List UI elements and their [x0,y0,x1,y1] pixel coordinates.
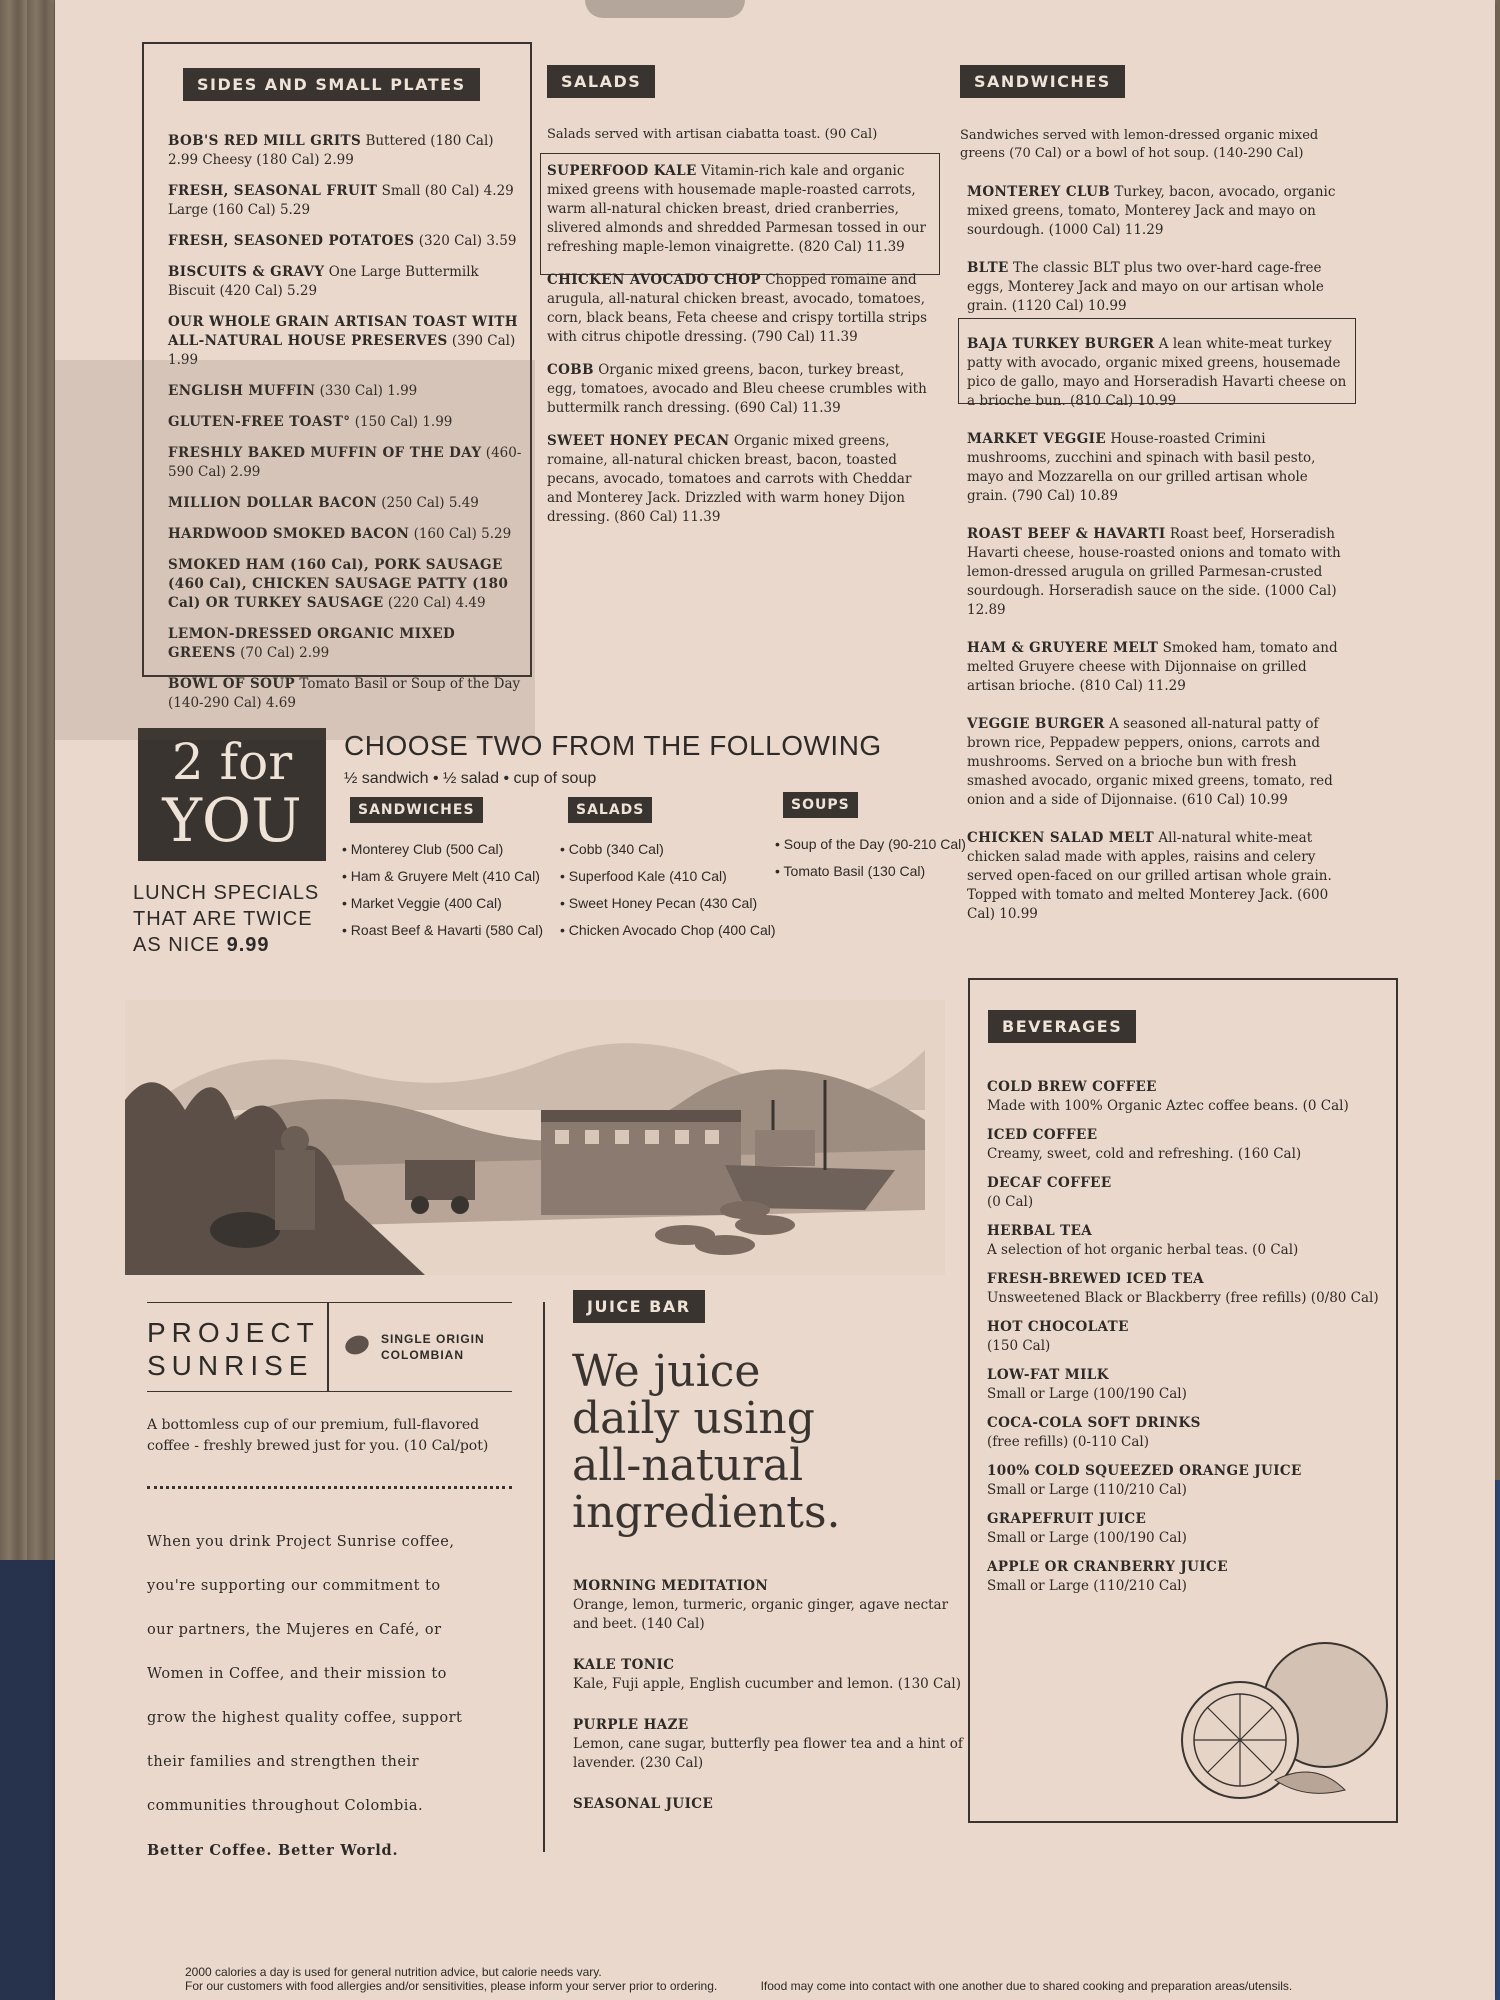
menu-item [967,259,1352,316]
menu-item [967,430,1352,506]
menu-item [573,1716,963,1773]
origin-line-2: COLOMBIAN [381,1348,464,1362]
combo-soups-col [783,792,966,890]
sides-list [168,132,523,725]
menu-item [573,1577,963,1634]
menu-item [168,182,523,220]
menu-item-name: ROAST BEEF & HAVARTI [967,526,1166,542]
project-sunrise-story [147,1520,517,1828]
sandwiches-header [960,65,1125,98]
combo-option: • Market Veggie (400 Cal) [342,895,543,911]
menu-item [168,444,523,482]
menu-item-detail: (150 Cal) [987,1338,1051,1354]
menu-item-detail: Small or Large (100/190 Cal) [987,1386,1187,1402]
salads-intro: Salads served with artisan ciabatta toast. (90 Cal) [547,127,878,142]
project-sunrise-desc: A bottomless cup of our premium, full-flavored coffee - freshly brewed just for you. (10 Cal/pot) [147,1417,489,1454]
menu-item-detail: Small or Large (110/210 Cal) [987,1578,1187,1594]
menu-item-name: SEASONAL JUICE [573,1796,714,1812]
menu-item [987,1510,1387,1548]
juice-headline-1: We juice [572,1346,761,1397]
combo-option: • Superfood Kale (410 Cal) [560,868,776,884]
menu-item-detail: Lemon, cane sugar, butterfly pea flower tea and a hint of lavender. (230 Cal) [573,1736,963,1771]
menu-sheet [55,0,1495,2000]
menu-item-detail: Smoked ham, tomato and melted Gruyere cheese with Dijonnaise on grilled artisan brioche. (810 Cal) 11.29 [967,640,1338,694]
menu-item-name: BOB'S RED MILL GRITS [168,133,362,149]
menu-item [168,625,523,663]
combo-option: • Soup of the Day (90-210 Cal) [775,836,966,852]
menu-item-name: PURPLE HAZE [573,1717,689,1733]
beverages-header [988,1010,1136,1043]
menu-item-detail: Kale, Fuji apple, English cucumber and lemon. (130 Cal) [573,1676,962,1692]
project-sunrise-logo [147,1302,512,1392]
menu-item [168,132,523,170]
menu-item-detail: (70 Cal) 2.99 [240,645,330,661]
menu-item [987,1174,1387,1212]
menu-item-name: MILLION DOLLAR BACON [168,495,377,511]
juice-bar-header [573,1290,705,1323]
juice-headline-3: all-natural [572,1440,804,1491]
juice-headline-2: daily using [572,1393,815,1444]
menu-item-detail: A seasoned all-natural patty of brown rice, Peppadew peppers, onions, carrots and mushrooms. Served on a brioche bun with fresh smashed avocado, organic mixed greens, tomato, red onion and a side of Dijonnaise. (610 Cal) 10.99 [967,716,1333,808]
combo-salads-list [560,841,776,938]
menu-item [987,1558,1387,1596]
menu-item-detail: Chopped romaine and arugula, all-natural chicken breast, avocado, tomatoes, corn, black beans, Feta cheese and crispy tortilla strips with citrus chipotle dressing. (790 Cal) 11.39 [547,272,928,345]
menu-item-name: ICED COFFEE [987,1127,1098,1143]
origin-line-1: SINGLE ORIGIN [381,1332,485,1346]
story-line: you're supporting our commitment to [147,1578,441,1594]
menu-item-name: ENGLISH MUFFIN [168,383,316,399]
menu-item-detail: Roast beef, Horseradish Havarti cheese, house-roasted onions and tomato with lemon-dressed arugula on grilled Parmesan-crusted sourdough. Horseradish sauce on the side. (1000 Cal) 12.89 [967,526,1341,618]
menu-item-name: HERBAL TEA [987,1223,1093,1239]
menu-item-detail: (390 Cal) 1.99 [168,333,516,368]
menu-item-name: SUPERFOOD KALE [547,163,697,179]
menu-item-detail: Buttered (180 Cal) 2.99 Cheesy (180 Cal) 2.99 [168,133,494,168]
sides-title: SIDES AND SMALL PLATES [183,68,480,101]
footer-line-3: Ifood may come into contact with one another due to shared cooking and preparation areas/utensils. [760,1979,1293,1993]
combo-soups-list [775,836,966,879]
menu-item [573,1795,963,1814]
menu-item [573,1656,963,1694]
menu-item-detail: (160 Cal) 5.29 [413,526,512,542]
menu-item-detail: Unsweetened Black or Blackberry (free refills) (0/80 Cal) [987,1290,1379,1306]
combo-sandwiches-col [350,797,543,949]
menu-item [168,382,523,401]
project-sunrise-closing: Better Coffee. Better World. [147,1842,399,1859]
menu-item-name: CHICKEN AVOCADO CHOP [547,272,761,288]
menu-item-detail: House-roasted Crimini mushrooms, zucchini and spinach with basil pesto, mayo and Mozzarella on our grilled artisan whole grain. (790 Cal) 10.89 [967,431,1316,504]
menu-item-name: MARKET VEGGIE [967,431,1107,447]
menu-item-name: BAJA TURKEY BURGER [967,336,1155,352]
menu-item [967,183,1352,240]
menu-item-name: COBB [547,362,594,378]
tagline-line-3: AS NICE [133,934,221,956]
combo-option: • Monterey Club (500 Cal) [342,841,543,857]
coffee-farm-harbor-illustration [125,1000,945,1275]
combo-option: • Sweet Honey Pecan (430 Cal) [560,895,776,911]
combo-option: • Tomato Basil (130 Cal) [775,863,966,879]
menu-item-name: HOT CHOCOLATE [987,1319,1129,1335]
menu-item-detail: Turkey, bacon, avocado, organic mixed greens, tomato, Monterey Jack and mayo on sourdough. (1000 Cal) 11.29 [967,184,1336,238]
menu-item-name: SWEET HONEY PECAN [547,433,730,449]
combo-sandwiches-list [342,841,543,938]
menu-item-detail: Organic mixed greens, romaine, all-natural chicken breast, bacon, toasted pecans, avocado, tomatoes and carrots with Cheddar and Monterey Jack. Drizzled with warm honey Dijon dressing. (860 Cal) 11.39 [547,433,912,525]
menu-item-name: 100% COLD SQUEEZED ORANGE JUICE [987,1463,1302,1479]
menu-item-detail: (320 Cal) 3.59 [418,233,517,249]
column-divider [543,1302,545,1852]
menu-item-name: MORNING MEDITATION [573,1578,769,1594]
menu-item-name: GLUTEN-FREE TOAST° [168,414,351,430]
combo-salads-title: SALADS [568,797,652,823]
menu-item-name: OUR WHOLE GRAIN ARTISAN TOAST WITH ALL-NATURAL HOUSE PRESERVES [168,314,518,349]
menu-item [168,263,523,301]
menu-item [547,271,937,347]
salads-title: SALADS [547,65,655,98]
menu-item-detail: The classic BLT plus two over-hard cage-free eggs, Monterey Jack and mayo on our artisan whole grain. (1120 Cal) 10.99 [967,260,1324,314]
combo-option: • Ham & Gruyere Melt (410 Cal) [342,868,543,884]
menu-item [168,675,523,713]
combo-soups-title: SOUPS [783,792,858,818]
menu-item-name: CHICKEN SALAD MELT [967,830,1155,846]
menu-item-name: FRESH, SEASONED POTATOES [168,233,415,249]
menu-item-name: DECAF COFFEE [987,1175,1112,1191]
menu-item-detail: Small or Large (110/210 Cal) [987,1482,1187,1498]
salads-header [547,65,655,98]
menu-item-detail: Small (80 Cal) 4.29 Large (160 Cal) 5.29 [168,183,514,218]
logo-top-text: 2 for [171,733,293,791]
menu-item [168,232,523,251]
sides-header [183,68,480,101]
menu-item [987,1366,1387,1404]
two-for-you-logo [138,728,326,861]
menu-item [547,432,937,527]
combo-option: • Cobb (340 Cal) [560,841,776,857]
menu-item-detail: (0 Cal) [987,1194,1034,1210]
combo-option: • Roast Beef & Havarti (580 Cal) [342,922,543,938]
logo-bottom-text: YOU [162,786,302,856]
menu-item [967,639,1352,696]
menu-item [168,556,523,613]
menu-item [168,313,523,370]
salads-list [547,162,937,541]
story-line: Women in Coffee, and their mission to [147,1666,447,1682]
menu-item-name: FRESH, SEASONAL FRUIT [168,183,378,199]
menu-item-detail: A lean white-meat turkey patty with avocado, organic mixed greens, housemade pico de gallo, mayo and Horseradish Havarti cheese on a brioche bun. (810 Cal) 10.99 [967,336,1347,409]
menu-item-name: FRESHLY BAKED MUFFIN OF THE DAY [168,445,482,461]
menu-item-detail: A selection of hot organic herbal teas. (0 Cal) [987,1242,1299,1258]
story-line: communities throughout Colombia. [147,1798,424,1814]
two-for-you-tagline [133,880,319,958]
combo-option: • Chicken Avocado Chop (400 Cal) [560,922,776,938]
menu-item [168,413,523,432]
footer [185,1965,1485,1993]
menu-item [987,1462,1387,1500]
menu-item-detail: (150 Cal) 1.99 [354,414,453,430]
coffee-bean-icon [343,1332,372,1357]
sandwiches-list [967,183,1352,943]
menu-item-name: APPLE OR CRANBERRY JUICE [987,1559,1228,1575]
menu-item-name: SMOKED HAM (160 Cal), PORK SAUSAGE (460 Cal), CHICKEN SAUSAGE PATTY (180 Cal) OR TURKEY SAUSAGE [168,557,509,611]
menu-item-name: COCA-COLA SOFT DRINKS [987,1415,1201,1431]
menu-item-name: LEMON-DRESSED ORGANIC MIXED GREENS [168,626,456,661]
project-title-1: PROJECT [147,1317,320,1348]
menu-item-name: BOWL OF SOUP [168,676,296,692]
menu-item [987,1414,1387,1452]
menu-item-name: GRAPEFRUIT JUICE [987,1511,1147,1527]
footer-line-2: For our customers with food allergies and/or sensitivities, please inform your server prior to ordering. [185,1979,718,1993]
menu-item-name: BISCUITS & GRAVY [168,264,325,280]
menu-item-detail: Made with 100% Organic Aztec coffee beans. (0 Cal) [987,1098,1349,1114]
menu-item [987,1078,1387,1116]
menu-item-name: KALE TONIC [573,1657,675,1673]
menu-item-name: FRESH-BREWED ICED TEA [987,1271,1204,1287]
menu-item-detail: One Large Buttermilk Biscuit (420 Cal) 5.29 [168,264,479,299]
menu-item [987,1270,1387,1308]
beverages-title: BEVERAGES [988,1010,1136,1043]
menu-item [987,1318,1387,1356]
dotted-divider [147,1486,512,1489]
choose-two-heading: CHOOSE TWO FROM THE FOLLOWING [344,730,882,761]
menu-item-detail: Small or Large (100/190 Cal) [987,1530,1187,1546]
special-price: 9.99 [226,934,270,956]
menu-item-name: HAM & GRUYERE MELT [967,640,1159,656]
project-title-2: SUNRISE [147,1350,314,1381]
juice-headline-4: ingredients. [572,1487,841,1538]
menu-item-detail: Orange, lemon, turmeric, organic ginger, agave nectar and beet. (140 Cal) [573,1597,949,1632]
menu-item-name: MONTEREY CLUB [967,184,1111,200]
tagline-line-2: THAT ARE TWICE [133,908,313,930]
menu-item-detail: (220 Cal) 4.49 [387,595,486,611]
menu-item [967,715,1352,810]
citrus-fruit-illustration [1165,1640,1395,1800]
juice-list [573,1577,963,1836]
story-line: their families and strengthen their [147,1754,420,1770]
menu-item-detail: All-natural white-meat chicken salad made with apples, raisins and celery served open-faced on our grilled artisan whole grain. Topped with tomato and melted Monterey Jack. (600 Cal) 10.99 [967,830,1332,922]
menu-item-name: LOW-FAT MILK [987,1367,1109,1383]
menu-item-name: VEGGIE BURGER [967,716,1105,732]
footer-line-1: 2000 calories a day is used for general nutrition advice, but calorie needs vary. [185,1965,602,1979]
menu-item-detail: Creamy, sweet, cold and refreshing. (160 Cal) [987,1146,1302,1162]
menu-item-detail: (330 Cal) 1.99 [319,383,418,399]
shadow-overlay-top [585,0,745,18]
menu-item-name: HARDWOOD SMOKED BACON [168,526,410,542]
menu-item [987,1126,1387,1164]
menu-item-detail: Tomato Basil or Soup of the Day (140-290 Cal) 4.69 [168,676,521,711]
juice-bar-title: JUICE BAR [573,1290,705,1323]
story-line: our partners, the Mujeres en Café, or [147,1622,442,1638]
story-line: grow the highest quality coffee, support [147,1710,463,1726]
story-line: When you drink Project Sunrise coffee, [147,1534,455,1550]
menu-item-detail: (250 Cal) 5.49 [381,495,479,511]
sandwiches-intro: Sandwiches served with lemon-dressed organic mixed greens (70 Cal) or a bowl of hot soup. (140-290 Cal) [960,128,1319,161]
menu-item [967,829,1352,924]
menu-item-name: COLD BREW COFFEE [987,1079,1157,1095]
combo-salads-col [568,797,776,949]
menu-item-name: BLTE [967,260,1009,276]
juice-headline [572,1348,841,1536]
choose-two-sub: ½ sandwich • ½ salad • cup of soup [344,770,597,787]
menu-item [168,494,523,513]
sandwiches-title: SANDWICHES [960,65,1125,98]
menu-item-detail: Organic mixed greens, bacon, turkey breast, egg, tomatoes, avocado and Bleu cheese crumbles with buttermilk ranch dressing. (690 Cal) 11.39 [547,362,927,416]
menu-item [967,335,1352,411]
menu-item [547,162,937,257]
menu-item [547,361,937,418]
tagline-line-1: LUNCH SPECIALS [133,882,320,904]
menu-item [987,1222,1387,1260]
menu-item [168,525,523,544]
menu-item [967,525,1352,620]
beverages-list [987,1078,1387,1606]
menu-item-detail: (460-590 Cal) 2.99 [168,445,522,480]
menu-item-detail: (free refills) (0-110 Cal) [987,1434,1149,1450]
combo-sandwiches-title: SANDWICHES [350,797,483,823]
menu-item-detail: Vitamin-rich kale and organic mixed greens with housemade maple-roasted carrots, warm all-natural chicken breast, dried cranberries, slivered almonds and shredded Parmesan tossed in our refreshing maple-lemon vinaigrette. (820 Cal) 11.39 [547,163,926,255]
